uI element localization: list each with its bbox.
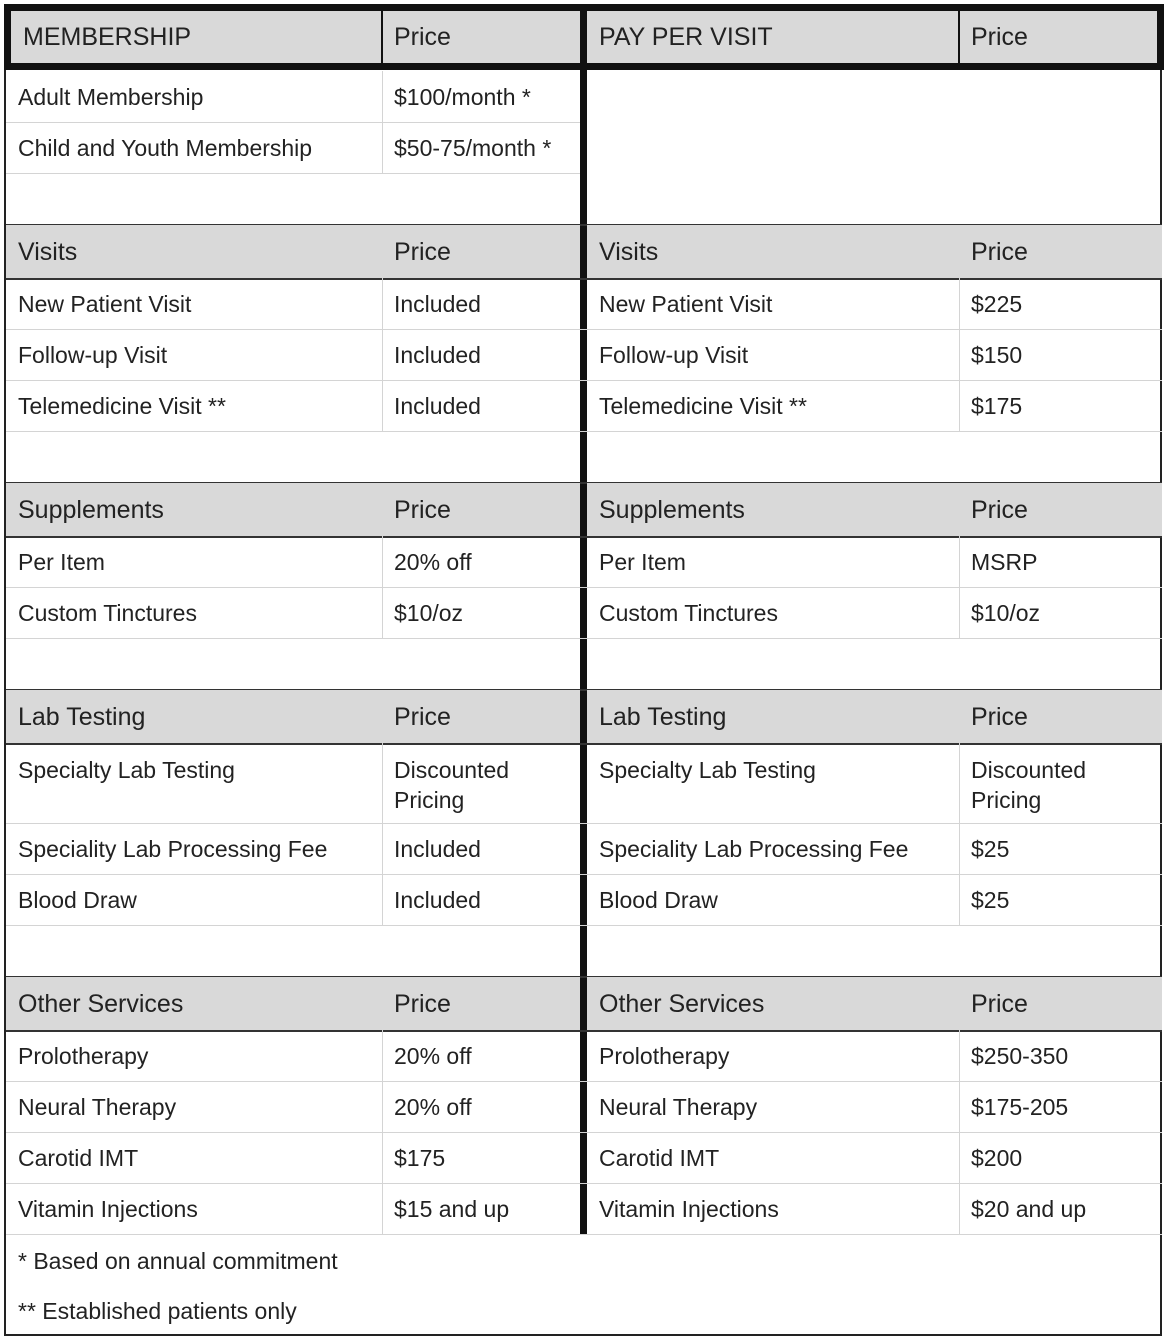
col-rule [959,380,960,431]
row-label: Vitamin Injections [599,1195,779,1222]
row-rule [6,638,1162,639]
section-header-label: Lab Testing [587,690,959,744]
row-member-price: Included [394,290,481,317]
row-label: New Patient Visit [18,290,192,317]
col-rule [959,1132,960,1183]
row-label: Carotid IMT [18,1144,139,1171]
center-divider [580,4,587,1234]
row-label: Telemedicine Visit ** [599,392,807,419]
row-rule [6,173,580,174]
col-rule [382,278,383,329]
row-member-price: 20% off [394,548,472,575]
col-rule [382,874,383,925]
row-label: Per Item [599,548,686,575]
row-label: Specialty Lab Testing [599,757,816,783]
row-label: Blood Draw [599,886,718,913]
row-label: Neural Therapy [599,1093,758,1120]
membership-row-label: Child and Youth Membership [18,134,313,161]
col-rule [959,1183,960,1234]
row-label: Speciality Lab Processing Fee [599,835,909,862]
row-ppv-price: $175-205 [971,1093,1069,1120]
row-label: Prolotherapy [599,1042,730,1069]
row-rule [6,925,1162,926]
pay-per-visit-price-header: Price [959,11,1157,63]
col-rule [382,1183,383,1234]
section-header-price: Price [382,225,580,279]
row-label: Carotid IMT [599,1144,720,1171]
col-rule [382,587,383,638]
section-header-label: Visits [587,225,959,279]
col-rule [382,1030,383,1081]
row-member-price: Included [394,835,481,862]
membership-row-price: $100/month * [394,83,531,110]
row-label: Prolotherapy [18,1042,149,1069]
col-rule [959,743,960,823]
row-member-price: 20% off [394,1042,472,1069]
section-header-label: Other Services [587,977,959,1031]
row-ppv-price: $150 [971,341,1023,368]
section-header-price: Price [382,690,580,744]
col-rule [382,1081,383,1132]
footnote-established: ** Established patients only [18,1298,297,1324]
footnote-annual: * Based on annual commitment [18,1248,338,1274]
col-rule [959,536,960,587]
section-header-price: Price [959,225,1162,279]
section-header-price: Price [382,483,580,537]
row-ppv-price: $200 [971,1144,1023,1171]
col-rule [382,1132,383,1183]
col-rule [959,329,960,380]
row-member-price: $10/oz [394,599,464,626]
section-header-label: Other Services [6,977,382,1031]
row-ppv-price: $250-350 [971,1042,1069,1069]
row-label: Custom Tinctures [18,599,197,626]
row-label: Follow-up Visit [599,341,749,368]
row-label: Follow-up Visit [18,341,168,368]
membership-row-label: Adult Membership [18,83,204,110]
col-rule [382,536,383,587]
row-label: Blood Draw [18,886,137,913]
row-label: Neural Therapy [18,1093,177,1120]
section-header-label: Lab Testing [6,690,382,744]
row-member-price: Included [394,392,481,419]
section-header-label: Supplements [6,483,382,537]
membership-row-price: $50-75/month * [394,134,552,161]
col-rule [382,743,383,823]
row-label: Speciality Lab Processing Fee [18,835,328,862]
row-member-price: 20% off [394,1093,472,1120]
membership-header: MEMBERSHIP [11,11,382,63]
row-ppv-price: $175 [971,392,1023,419]
row-ppv-price: $20 and up [971,1195,1087,1222]
col-rule [959,587,960,638]
col-rule [959,823,960,874]
row-ppv-price: $10/oz [971,599,1041,626]
row-label: Specialty Lab Testing [18,757,235,783]
row-label: New Patient Visit [599,290,773,317]
section-header-price: Price [959,483,1162,537]
row-ppv-price: MSRP [971,548,1038,575]
row-member-price: Discounted Pricing [394,757,510,813]
row-ppv-price: $25 [971,886,1010,913]
row-member-price: $175 [394,1144,446,1171]
row-label: Vitamin Injections [18,1195,198,1222]
col-rule [959,1030,960,1081]
col-rule [959,1081,960,1132]
row-ppv-price: $225 [971,290,1023,317]
row-label: Custom Tinctures [599,599,778,626]
membership-price-header: Price [382,11,580,63]
pay-per-visit-header: PAY PER VISIT [587,11,959,63]
row-member-price: $15 and up [394,1195,510,1222]
col-rule [382,71,383,122]
col-rule [959,874,960,925]
col-rule [382,380,383,431]
col-rule [382,823,383,874]
row-member-price: Included [394,886,481,913]
col-rule [959,278,960,329]
row-rule [6,1234,1162,1235]
section-header-price: Price [382,977,580,1031]
row-ppv-price: Discounted Pricing [971,757,1087,813]
section-header-label: Visits [6,225,382,279]
col-rule [382,329,383,380]
row-ppv-price: $25 [971,835,1010,862]
row-label: Per Item [18,548,105,575]
section-header-price: Price [959,690,1162,744]
row-rule [6,431,1162,432]
row-label: Telemedicine Visit ** [18,392,226,419]
section-header-price: Price [959,977,1162,1031]
row-member-price: Included [394,341,481,368]
section-header-label: Supplements [587,483,959,537]
col-rule [382,122,383,173]
